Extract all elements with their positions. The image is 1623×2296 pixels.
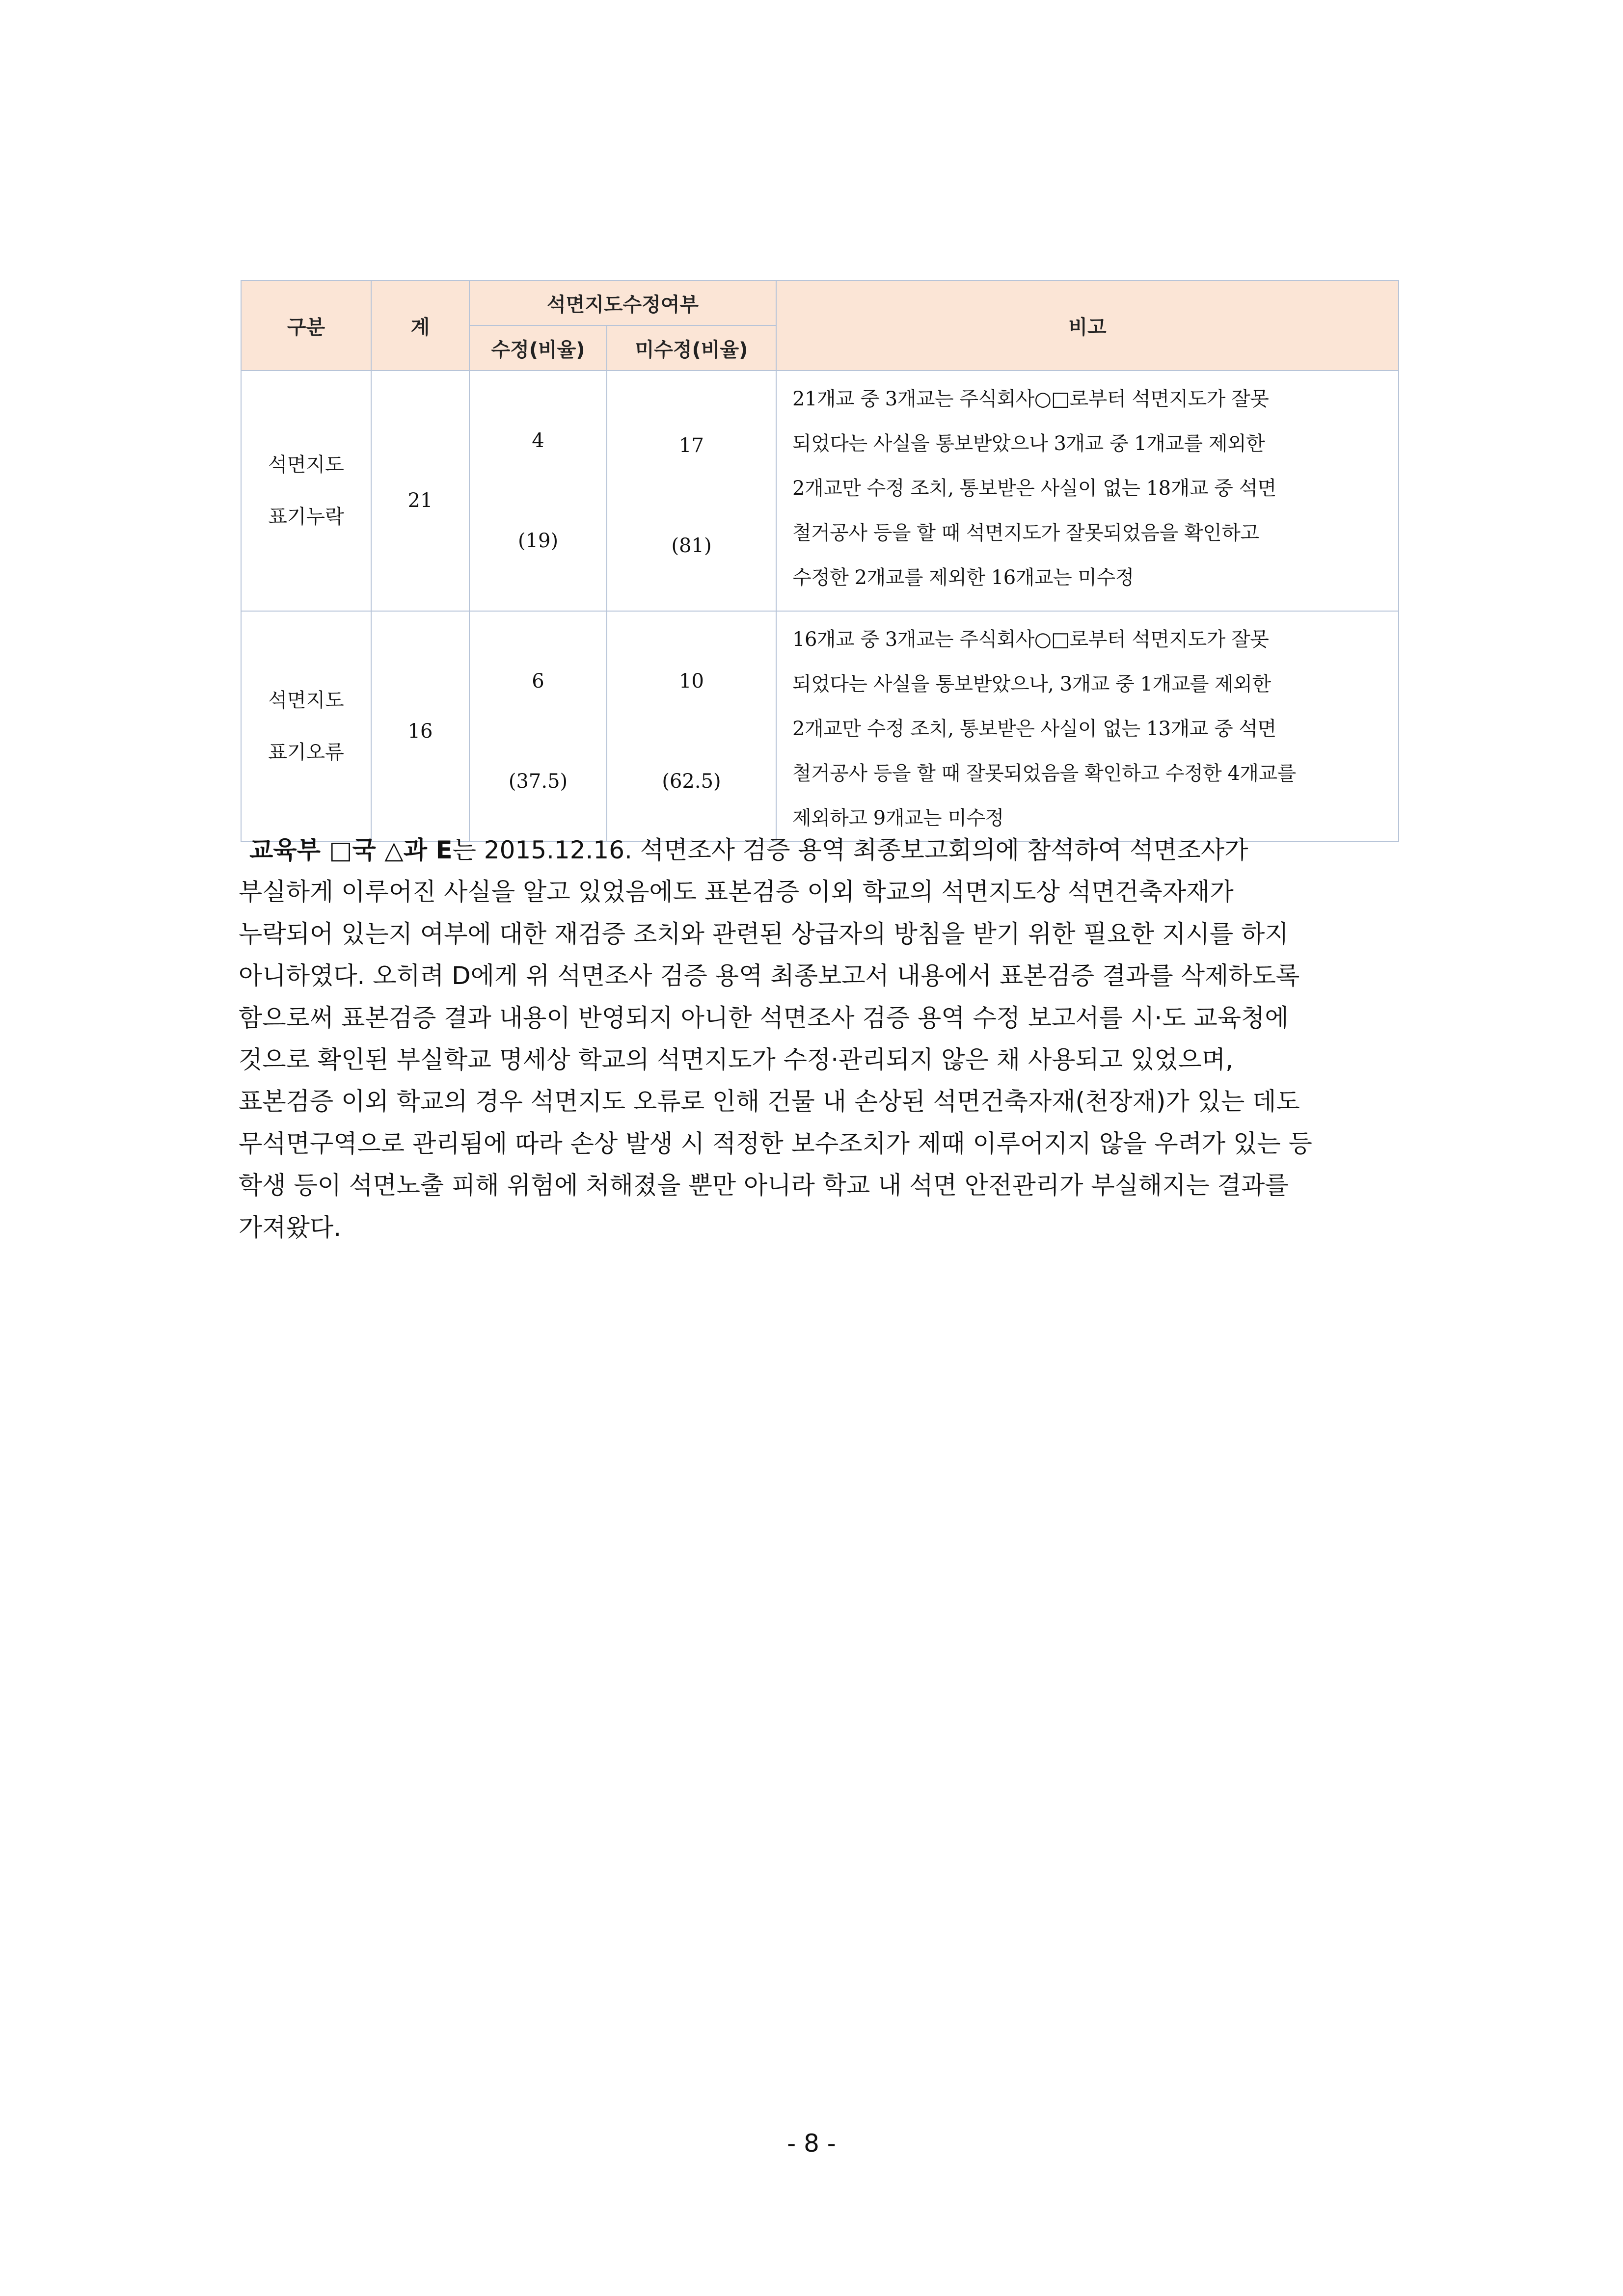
remarks-line: 철거공사 등을 할 때 잘못되었음을 확인하고 수정한 4개교를: [792, 762, 1296, 785]
paragraph-line: 표본검증 이외 학교의 경우 석면지도 오류로 인해 건물 내 손상된 석면건축자재(천장재)가 있는 데도: [239, 1087, 1300, 1116]
category-label-line1: 석면지도: [268, 689, 344, 712]
total-cell: 21: [371, 371, 469, 611]
remarks-line: 제외하고 9개교는 미수정: [792, 807, 1004, 829]
corrected-count: 4: [532, 429, 544, 452]
remarks-line: 수정한 2개교를 제외한 16개교는 미수정: [792, 566, 1134, 589]
uncorrected-cell: [607, 611, 776, 842]
body-paragraph: [239, 829, 1397, 1249]
total-cell: 16: [371, 611, 469, 842]
table-row: [241, 611, 1399, 842]
page-number: - 8 -: [787, 2129, 836, 2158]
paragraph-line: [239, 829, 1397, 871]
header-corrected: 수정(비율): [469, 325, 607, 371]
remarks-cell: [776, 611, 1399, 842]
header-category: 구분: [241, 280, 371, 371]
table-row: [241, 371, 1399, 611]
remarks-line: 되었다는 사실을 통보받았으나 3개교 중 1개교를 제외한: [792, 432, 1265, 455]
paragraph-line1-text: 는 2015.12.16. 석면조사 검증 용역 최종보고회의에 참석하여 석면조사가: [452, 836, 1248, 864]
paragraph-line: 무석면구역으로 관리됨에 따라 손상 발생 시 적정한 보수조치가 제때 이루어지지 않을 우려가 있는 등: [239, 1129, 1312, 1158]
header-uncorrected: 미수정(비율): [607, 325, 776, 371]
header-remarks: 비고: [776, 280, 1399, 371]
uncorrected-count: 10: [679, 670, 704, 693]
uncorrected-ratio: (62.5): [662, 770, 721, 793]
category-label-line2: 표기오류: [268, 741, 344, 764]
corrected-cell: [469, 371, 607, 611]
header-correction-group: 석면지도수정여부: [469, 280, 776, 325]
category-cell: [241, 371, 371, 611]
uncorrected-cell: [607, 371, 776, 611]
paragraph-line: 부실하게 이루어진 사실을 알고 있었음에도 표본검증 이외 학교의 석면지도상 석면건축자재가: [239, 878, 1234, 907]
remarks-line: 16개교 중 3개교는 주식회사○□로부터 석면지도가 잘못: [792, 628, 1269, 651]
remarks-line: 21개교 중 3개교는 주식회사○□로부터 석면지도가 잘못: [792, 388, 1269, 410]
remarks-line: 2개교만 수정 조치, 통보받은 사실이 없는 18개교 중 석면: [792, 477, 1276, 500]
asbestos-map-table: [241, 280, 1399, 842]
category-label-line1: 석면지도: [268, 454, 344, 476]
paragraph-line: 것으로 확인된 부실학교 명세상 학교의 석면지도가 수정·관리되지 않은 채 사용되고 있었으며,: [239, 1045, 1234, 1074]
corrected-ratio: (37.5): [508, 770, 568, 793]
corrected-cell: [469, 611, 607, 842]
paragraph-lead-bold: 교육부 □국 △과 E: [249, 836, 453, 864]
paragraph-line: 학생 등이 석면노출 피해 위험에 처해졌을 뿐만 아니라 학교 내 석면 안전관리가 부실해지는 결과를: [239, 1171, 1289, 1200]
paragraph-line: 아니하였다. 오히려 D에게 위 석면조사 검증 용역 최종보고서 내용에서 표본검증 결과를 삭제하도록: [239, 961, 1300, 990]
paragraph-line: 함으로써 표본검증 결과 내용이 반영되지 아니한 석면조사 검증 용역 수정 보고서를 시·도 교육청에: [239, 1003, 1289, 1032]
remarks-cell: [776, 371, 1399, 611]
category-cell: [241, 611, 371, 842]
remarks-line: 2개교만 수정 조치, 통보받은 사실이 없는 13개교 중 석면: [792, 718, 1276, 740]
paragraph-line: 누락되어 있는지 여부에 대한 재검증 조치와 관련된 상급자의 방침을 받기 위한 필요한 지시를 하지: [239, 919, 1289, 948]
paragraph-line: 가져왔다.: [239, 1213, 342, 1242]
remarks-line: 되었다는 사실을 통보받았으나, 3개교 중 1개교를 제외한: [792, 673, 1271, 695]
remarks-line: 철거공사 등을 할 때 석면지도가 잘못되었음을 확인하고: [792, 522, 1259, 544]
uncorrected-count: 17: [679, 434, 704, 457]
category-label-line2: 표기누락: [268, 506, 344, 528]
header-total: 계: [371, 280, 469, 371]
corrected-ratio: (19): [517, 530, 559, 552]
uncorrected-ratio: (81): [671, 534, 712, 557]
corrected-count: 6: [532, 670, 544, 693]
